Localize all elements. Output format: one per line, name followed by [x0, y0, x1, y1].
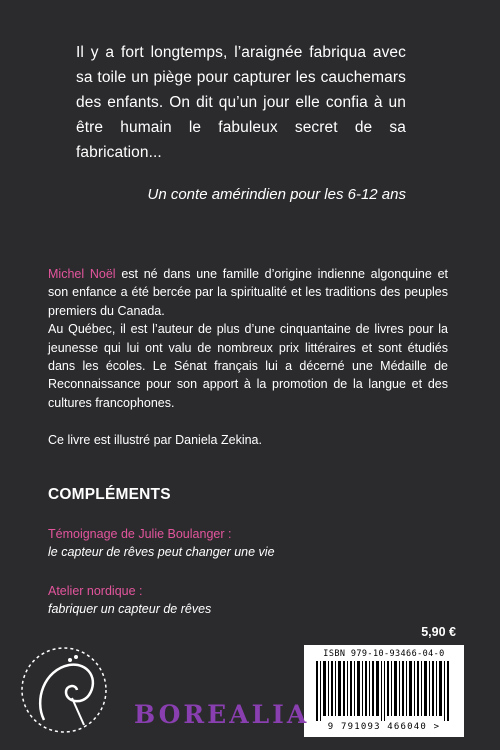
publisher-logo: BOREALIA	[134, 700, 310, 729]
collection-logo	[14, 640, 114, 745]
complement-item-1	[48, 525, 275, 561]
bio-paragraph-1	[48, 265, 448, 320]
isbn-text: ISBN 979-10-93466-04-0	[323, 649, 445, 659]
complement-item-title: Témoignage de Julie Boulanger :	[48, 527, 232, 541]
blurb-text: Il y a fort longtemps, l’araignée fabriqua avec sa toile un piège pour capturer les cauchemars des enfants. On dit qu’un jour elle confia à un être humain le fabuleux secret de sa fabrication...	[76, 44, 406, 161]
complement-item-2	[48, 582, 211, 618]
complement-item-subtitle: fabriquer un capteur de rêves	[48, 602, 212, 616]
barcode-bars	[316, 661, 452, 721]
back-cover-blurb	[76, 40, 406, 165]
complements-title: COMPLÉMENTS	[48, 486, 171, 503]
illustrator-credit: Ce livre est illustré par Daniela Zekina.	[48, 433, 262, 447]
complement-item-title: Atelier nordique :	[48, 584, 143, 598]
price: 5,90 €	[421, 625, 456, 639]
barcode-number: 9 791093 466040 >	[327, 722, 441, 732]
bio-paragraph-1-text: est né dans une famille d’origine indienne algonquine et son enfance a été bercée par la spiritualité et les traditions des peuples premiers du Canada.	[48, 267, 448, 318]
complement-item-subtitle: le capteur de rêves peut changer une vie	[48, 545, 275, 559]
bio-paragraph-2: Au Québec, il est l’auteur de plus d’une cinquantaine de livres pour la jeunesse qui lui ont valu de nombreux prix littéraires et sont étudiés dans les écoles. Le Sénat français lui a décerné une Médaille de Reconnaissance pour son apport à la promotion de la langue et des cultures francophones.	[48, 322, 448, 410]
blurb-tagline: Un conte amérindien pour les 6-12 ans	[147, 186, 406, 203]
author-name: Michel Noël	[48, 267, 116, 281]
barcode	[304, 645, 464, 737]
author-bio	[48, 265, 448, 412]
